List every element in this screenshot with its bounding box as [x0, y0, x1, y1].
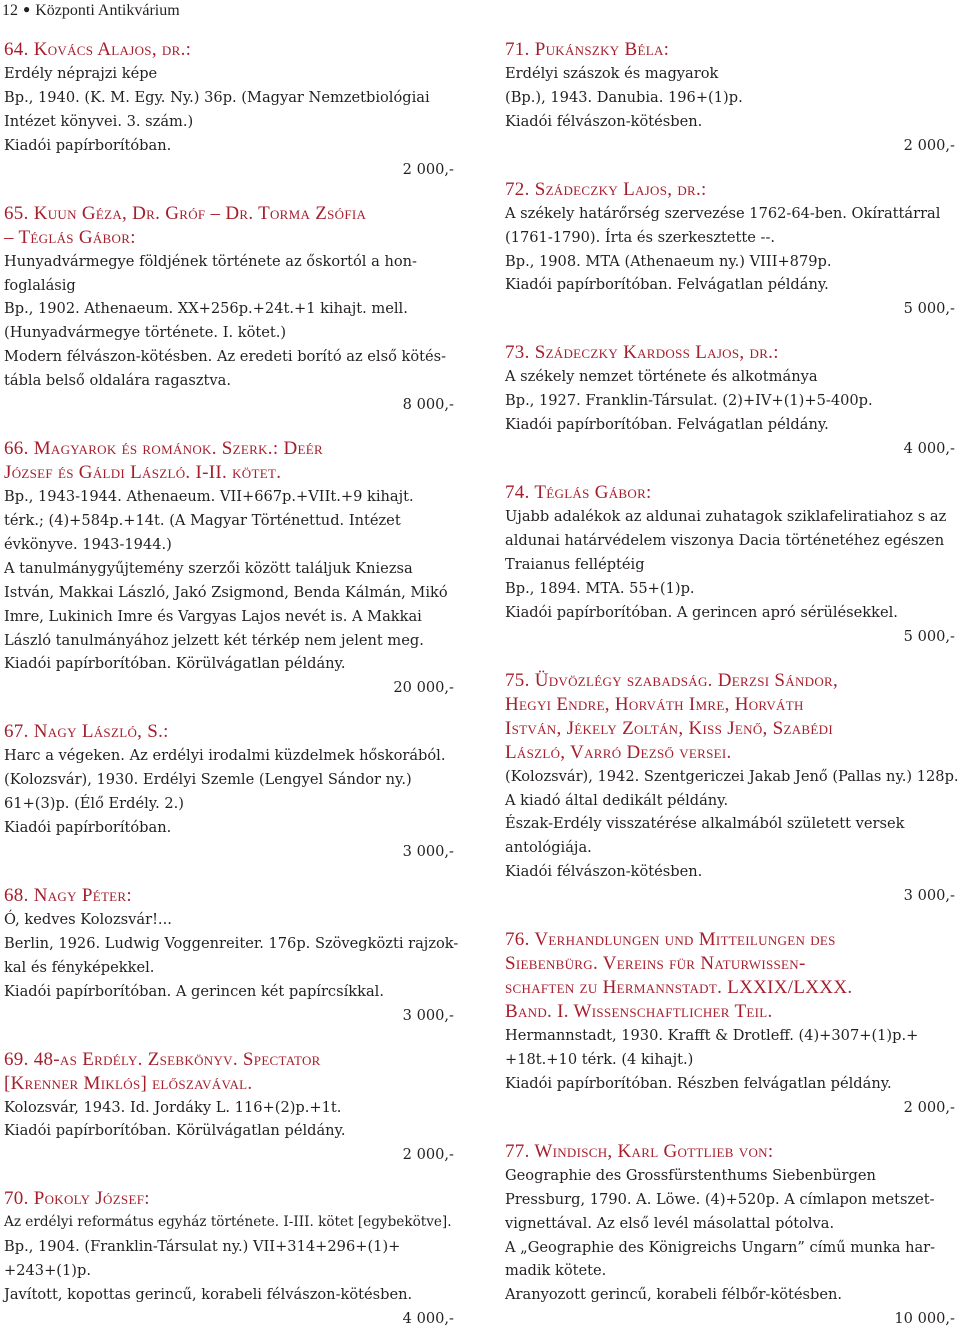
left-column — [4, 38, 458, 1331]
entry-price: 5 000,- — [903, 627, 955, 645]
entry-text: László tanulmányához jelzett két térkép nem jelent meg. — [4, 631, 424, 649]
entry-text: térk.; (4)+584p.+14t. (A Magyar Történettud. Intézet — [4, 511, 401, 529]
entry-text: A kiadó által dedikált példány. — [505, 791, 729, 809]
catalog-entry-72 — [505, 178, 959, 322]
entry-text: A „Geographie des Königreichs Ungarn” című munka har- — [505, 1238, 936, 1256]
entry-text: Bp., 1940. (K. M. Egy. Ny.) 36p. (Magyar Nemzetbiológiai — [4, 88, 430, 106]
entry-text: Erdély néprajzi képe — [4, 65, 158, 82]
entry-price: 2 000,- — [402, 160, 454, 178]
entry-text: Kiadói papírborítóban. — [4, 819, 172, 837]
entry-text: Kiadói papírborítóban. A gerincen apró sérülésekkel. — [505, 603, 898, 621]
entry-text: Aranyozott gerincű, korabeli félbőr-kötésben. — [505, 1286, 842, 1304]
entry-text: Kiadói félvászon-kötésben. — [505, 112, 703, 130]
entry-price: 2 000,- — [903, 136, 955, 154]
entry-text: foglalásig — [4, 276, 76, 294]
entry-text: Modern félvászon-kötésben. Az eredeti borító az első kötés- — [4, 348, 447, 366]
entry-price: 2 000,- — [402, 1146, 454, 1164]
catalog-entry-76 — [505, 928, 959, 1120]
entry-title: [Krenner Miklós] előszavával. — [4, 1072, 253, 1094]
entry-price: 4 000,- — [903, 440, 955, 458]
entry-text: Kiadói papírborítóban. Felvágatlan példány. — [505, 276, 829, 294]
entry-text: +243+(1)p. — [4, 1262, 91, 1280]
entry-text: (Kolozsvár), 1930. Erdélyi Szemle (Lengyel Sándor ny.) — [4, 771, 412, 789]
entry-title: 74. Téglás Gábor: — [505, 482, 652, 504]
catalog-entry-67 — [4, 720, 458, 864]
entry-text: Bp., 1908. MTA (Athenaeum ny.) VIII+879p. — [505, 252, 832, 270]
entry-text: Geographie des Grossfürstenthums Siebenbürgen — [505, 1166, 876, 1184]
entry-title: 64. Kovács Alajos, dr.: — [4, 39, 192, 60]
entry-price: 8 000,- — [402, 396, 454, 414]
catalog-entry-65 — [4, 202, 458, 417]
entry-text: antológiája. — [505, 839, 592, 857]
entry-text: István, Makkai László, Jakó Zsigmond, Benda Kálmán, Mikó — [4, 583, 448, 601]
catalog-entry-70 — [4, 1187, 458, 1331]
entry-text: Észak-Erdély visszatérése alkalmából született versek — [505, 815, 905, 833]
entry-price: 20 000,- — [393, 679, 454, 697]
entry-text: Kolozsvár, 1943. Id. Jordáky L. 116+(2)p.+1t. — [4, 1098, 342, 1116]
entry-text: Bp., 1904. (Franklin-Társulat ny.) VII+314+296+(1)+ — [4, 1238, 401, 1256]
entry-text: vignettával. Az első levél másolattal pótolva. — [505, 1214, 835, 1232]
entry-title: Siebenbürg. Vereins für Naturwissen- — [505, 953, 806, 975]
entry-title: 69. 48-as Erdély. Zsebkönyv. Spectator — [4, 1048, 321, 1070]
entry-title: 77. Windisch, Karl Gottlieb von: — [505, 1140, 774, 1162]
entry-text: A székely határőrség szervezése 1762-64-ben. Okírattárral — [505, 204, 941, 222]
entry-price: 4 000,- — [402, 1310, 454, 1327]
entry-text: Pressburg, 1790. A. Löwe. (4)+520p. A címlapon metszet- — [505, 1190, 935, 1208]
catalog-entry-74 — [505, 481, 959, 649]
catalog-entry-66 — [4, 437, 458, 700]
entry-text: Javított, kopottas gerincű, korabeli félvászon-kötésben. — [4, 1286, 413, 1304]
entry-title: 73. Szádeczky Kardoss Lajos, dr.: — [505, 342, 779, 364]
entry-title: István, Jékely Zoltán, Kiss Jenő, Szabédi — [505, 717, 833, 739]
entry-text: Berlin, 1926. Ludwig Voggenreiter. 176p. Szövegközti rajzok- — [4, 934, 459, 952]
entry-text: kal és fényképekkel. — [4, 958, 155, 976]
entry-title: 75. Üdvözlégy szabadság. Derzsi Sándor, — [505, 669, 839, 691]
entry-price: 2 000,- — [903, 1098, 955, 1116]
catalog-entry-73 — [505, 341, 959, 461]
entry-price: 10 000,- — [894, 1310, 955, 1328]
entry-title: József és Gáldi László. I-II. kötet. — [4, 462, 282, 484]
catalog-entry-64 — [4, 38, 458, 182]
catalog-entry-69 — [4, 1048, 458, 1168]
section-title: Központi Antikvárium — [35, 2, 180, 19]
entry-text: Az erdélyi református egyház története. I-III. kötet [egybekötve]. — [4, 1214, 452, 1231]
entry-text: Bp., 1927. Franklin-Társulat. (2)+IV+(1)+5-400p. — [505, 392, 873, 410]
entry-title: 72. Szádeczky Lajos, dr.: — [505, 178, 707, 200]
entry-text: Ó, kedves Kolozsvár!... — [4, 910, 172, 928]
entry-text: Hunyadvármegye földjének története az őskortól a hon- — [4, 252, 417, 270]
entry-title: 71. Pukánszky Béla: — [505, 39, 670, 60]
entry-text: aldunai határvédelem viszonya Dacia történetéhez egészen — [505, 531, 945, 549]
page-number: 12 — [2, 2, 18, 19]
entry-text: Bp., 1894. MTA. 55+(1)p. — [505, 579, 695, 597]
catalog-entry-75 — [505, 669, 959, 909]
entry-text: A tanulmánygyűjtemény szerzői között találjuk Kniezsa — [4, 559, 413, 577]
entry-text: (1761-1790). Írta és szerkesztette --. — [505, 228, 776, 246]
entry-text: Kiadói félvászon-kötésben. — [505, 863, 703, 881]
entry-text: Kiadói papírborítóban. Körülvágatlan példány. — [4, 1122, 346, 1140]
entry-title: 65. Kuun Géza, Dr. Gróf – Dr. Torma Zsófia — [4, 202, 367, 224]
entry-text: Kiadói papírborítóban. Felvágatlan példány. — [505, 416, 829, 434]
entry-text: Kiadói papírborítóban. — [4, 136, 172, 154]
entry-text: Imre, Lukinich Imre és Vargyas Lajos nevét is. A Makkai — [4, 607, 422, 625]
entry-text: +18t.+10 térk. (4 kihajt.) — [505, 1051, 694, 1069]
entry-text: Bp., 1943-1944. Athenaeum. VII+667p.+VIIt.+9 kihajt. — [4, 488, 414, 506]
entry-text: évkönyve. 1943-1944.) — [4, 535, 172, 553]
right-column — [505, 38, 959, 1331]
entry-text: 61+(3)p. (Élő Erdély. 2.) — [4, 795, 185, 813]
entry-title: 67. Nagy László, S.: — [4, 721, 169, 743]
entry-text: Traianus felléptéig — [505, 555, 645, 573]
entry-text: Ujabb adalékok az aldunai zuhatagok sziklafeliratiahoz s az — [505, 508, 947, 526]
entry-price: 3 000,- — [402, 1006, 454, 1024]
entry-title: schaften zu Hermannstadt. LXXIX/LXXX. — [505, 977, 853, 999]
entry-title: – Téglás Gábor: — [4, 226, 136, 248]
entry-text: tábla belső oldalára ragasztva. — [4, 372, 232, 390]
entry-text: (Kolozsvár), 1942. Szentgericzei Jakab Jenő (Pallas ny.) 128p. — [505, 767, 959, 785]
entry-text: A székely nemzet története és alkotmánya — [505, 368, 818, 386]
entry-title: 70. Pokoly József: — [4, 1188, 150, 1210]
entry-text: Erdélyi szászok és magyarok — [505, 65, 719, 82]
catalog-entry-77 — [505, 1140, 959, 1331]
running-header — [2, 2, 180, 20]
entry-title: Hegyi Endre, Horváth Imre, Horváth — [505, 693, 804, 715]
entry-text: Kiadói papírborítóban. A gerincen két papírcsíkkal. — [4, 982, 384, 1000]
entry-text: Hermannstadt, 1930. Krafft & Drotleff. (4)+307+(1)p.+ — [505, 1027, 919, 1045]
entry-text: Harc a végeken. Az erdélyi irodalmi küzdelmek hőskorából. — [4, 747, 446, 765]
entry-text: Kiadói papírborítóban. Körülvágatlan példány. — [4, 655, 346, 673]
entry-text: (Hunyadvármegye története. I. kötet.) — [4, 324, 287, 342]
catalog-entry-71 — [505, 38, 959, 158]
entry-title: 66. Magyarok és románok. Szerk.: Deér — [4, 438, 323, 460]
entry-price: 3 000,- — [402, 842, 454, 860]
entry-title: Band. I. Wissenschaftlicher Teil. — [505, 1001, 773, 1023]
catalog-entry-68 — [4, 884, 458, 1028]
entry-title: László, Varró Dezső versei. — [505, 741, 732, 763]
entry-text: Kiadói papírborítóban. Részben felvágatlan példány. — [505, 1074, 892, 1092]
entry-text: Bp., 1902. Athenaeum. XX+256p.+24t.+1 kihajt. mell. — [4, 300, 408, 318]
entry-text: (Bp.), 1943. Danubia. 196+(1)p. — [505, 88, 743, 106]
entry-text: madik kötete. — [505, 1262, 607, 1280]
entry-title: 76. Verhandlungen und Mitteilungen des — [505, 929, 836, 951]
entry-price: 5 000,- — [903, 300, 955, 318]
entry-title: 68. Nagy Péter: — [4, 884, 132, 906]
entry-price: 3 000,- — [903, 887, 955, 905]
bullet-separator-icon: ● — [23, 2, 31, 16]
entry-text: Intézet könyvei. 3. szám.) — [4, 112, 194, 130]
